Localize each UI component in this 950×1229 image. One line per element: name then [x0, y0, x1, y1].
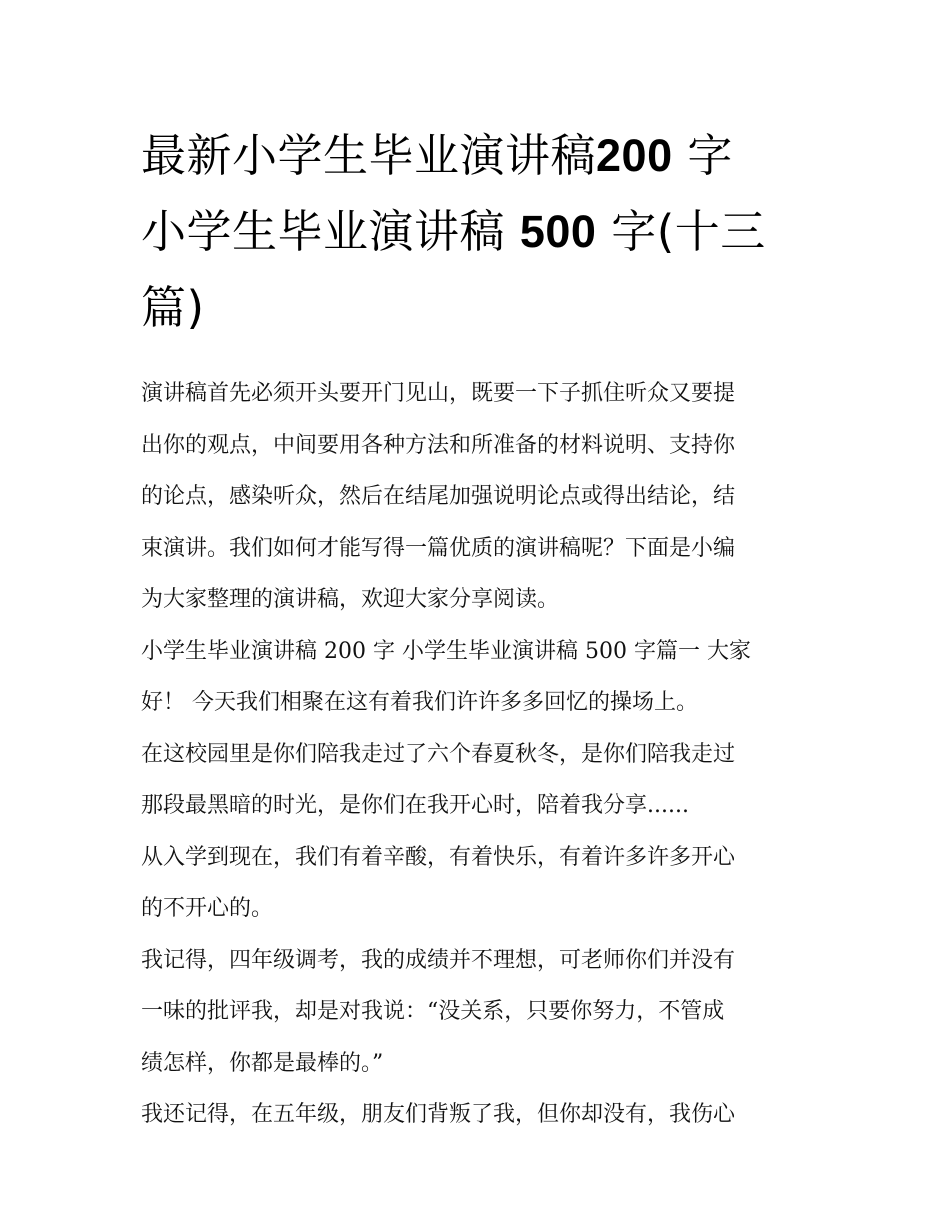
paragraph-line: 出你的观点，中间要用各种方法和所准备的材料说明、支持你 — [141, 432, 736, 458]
paragraph-line: 演讲稿首先必须开头要开门见山，既要一下子抓住听众又要提 — [141, 381, 736, 406]
paragraph-line: 一味的批评我，却是对我说：“没关系，只要你努力，不管成 — [141, 999, 725, 1024]
paragraph-line: 从入学到现在，我们有着辛酸，有着快乐，有着许多许多开心 — [141, 844, 736, 870]
paragraph-line: 的论点，感染听众，然后在结尾加强说明论点或得出结论，结 — [141, 484, 736, 509]
paragraph-line: 小学生毕业演讲稿 200 字 小学生毕业演讲稿 500 字篇一 大家 — [141, 638, 751, 664]
title-line — [141, 118, 811, 194]
body-paragraph — [141, 729, 811, 832]
body-paragraph — [141, 1089, 811, 1141]
paragraph-line: 我还记得，在五年级，朋友们背叛了我，但你却没有，我伤心 — [141, 1102, 736, 1127]
body-paragraph — [141, 626, 811, 729]
paragraph-line: 好！ 今天我们相聚在这有着我们许许多多回忆的操场上。 — [141, 690, 698, 715]
paragraph-line: 束演讲。我们如何才能写得一篇优质的演讲稿呢？下面是小编 — [141, 535, 736, 561]
title-line — [141, 270, 811, 346]
paragraph-line: 绩怎样，你都是最棒的。” — [141, 1050, 384, 1076]
paragraph-line: 的不开心的。 — [141, 896, 274, 921]
paragraph-line: 在这校园里是你们陪我走过了六个春夏秋冬，是你们陪我走过 — [141, 741, 736, 767]
paragraph-line: 我记得，四年级调考，我的成绩并不理想，可老师你们并没有 — [141, 947, 736, 973]
document-title — [141, 118, 811, 346]
title-text: 小学生毕业演讲稿 — [141, 205, 520, 258]
title-text: 字(十三 — [596, 205, 766, 258]
paragraph-line: 为大家整理的演讲稿，欢迎大家分享阅读。 — [141, 587, 560, 612]
title-text: 字 — [672, 129, 733, 182]
title-text: 最新小学生毕业演讲稿 — [141, 129, 597, 182]
body-paragraph — [141, 935, 811, 1090]
document-content — [141, 118, 811, 1141]
title-text: 篇) — [141, 281, 205, 334]
title-line — [141, 194, 811, 270]
title-number: 200 — [596, 130, 673, 181]
title-number: 500 — [519, 206, 597, 257]
body-paragraph — [141, 832, 811, 935]
body-paragraph — [141, 368, 811, 626]
paragraph-line: 那段最黑暗的时光，是你们在我开心时，陪着我分享...... — [141, 793, 689, 818]
